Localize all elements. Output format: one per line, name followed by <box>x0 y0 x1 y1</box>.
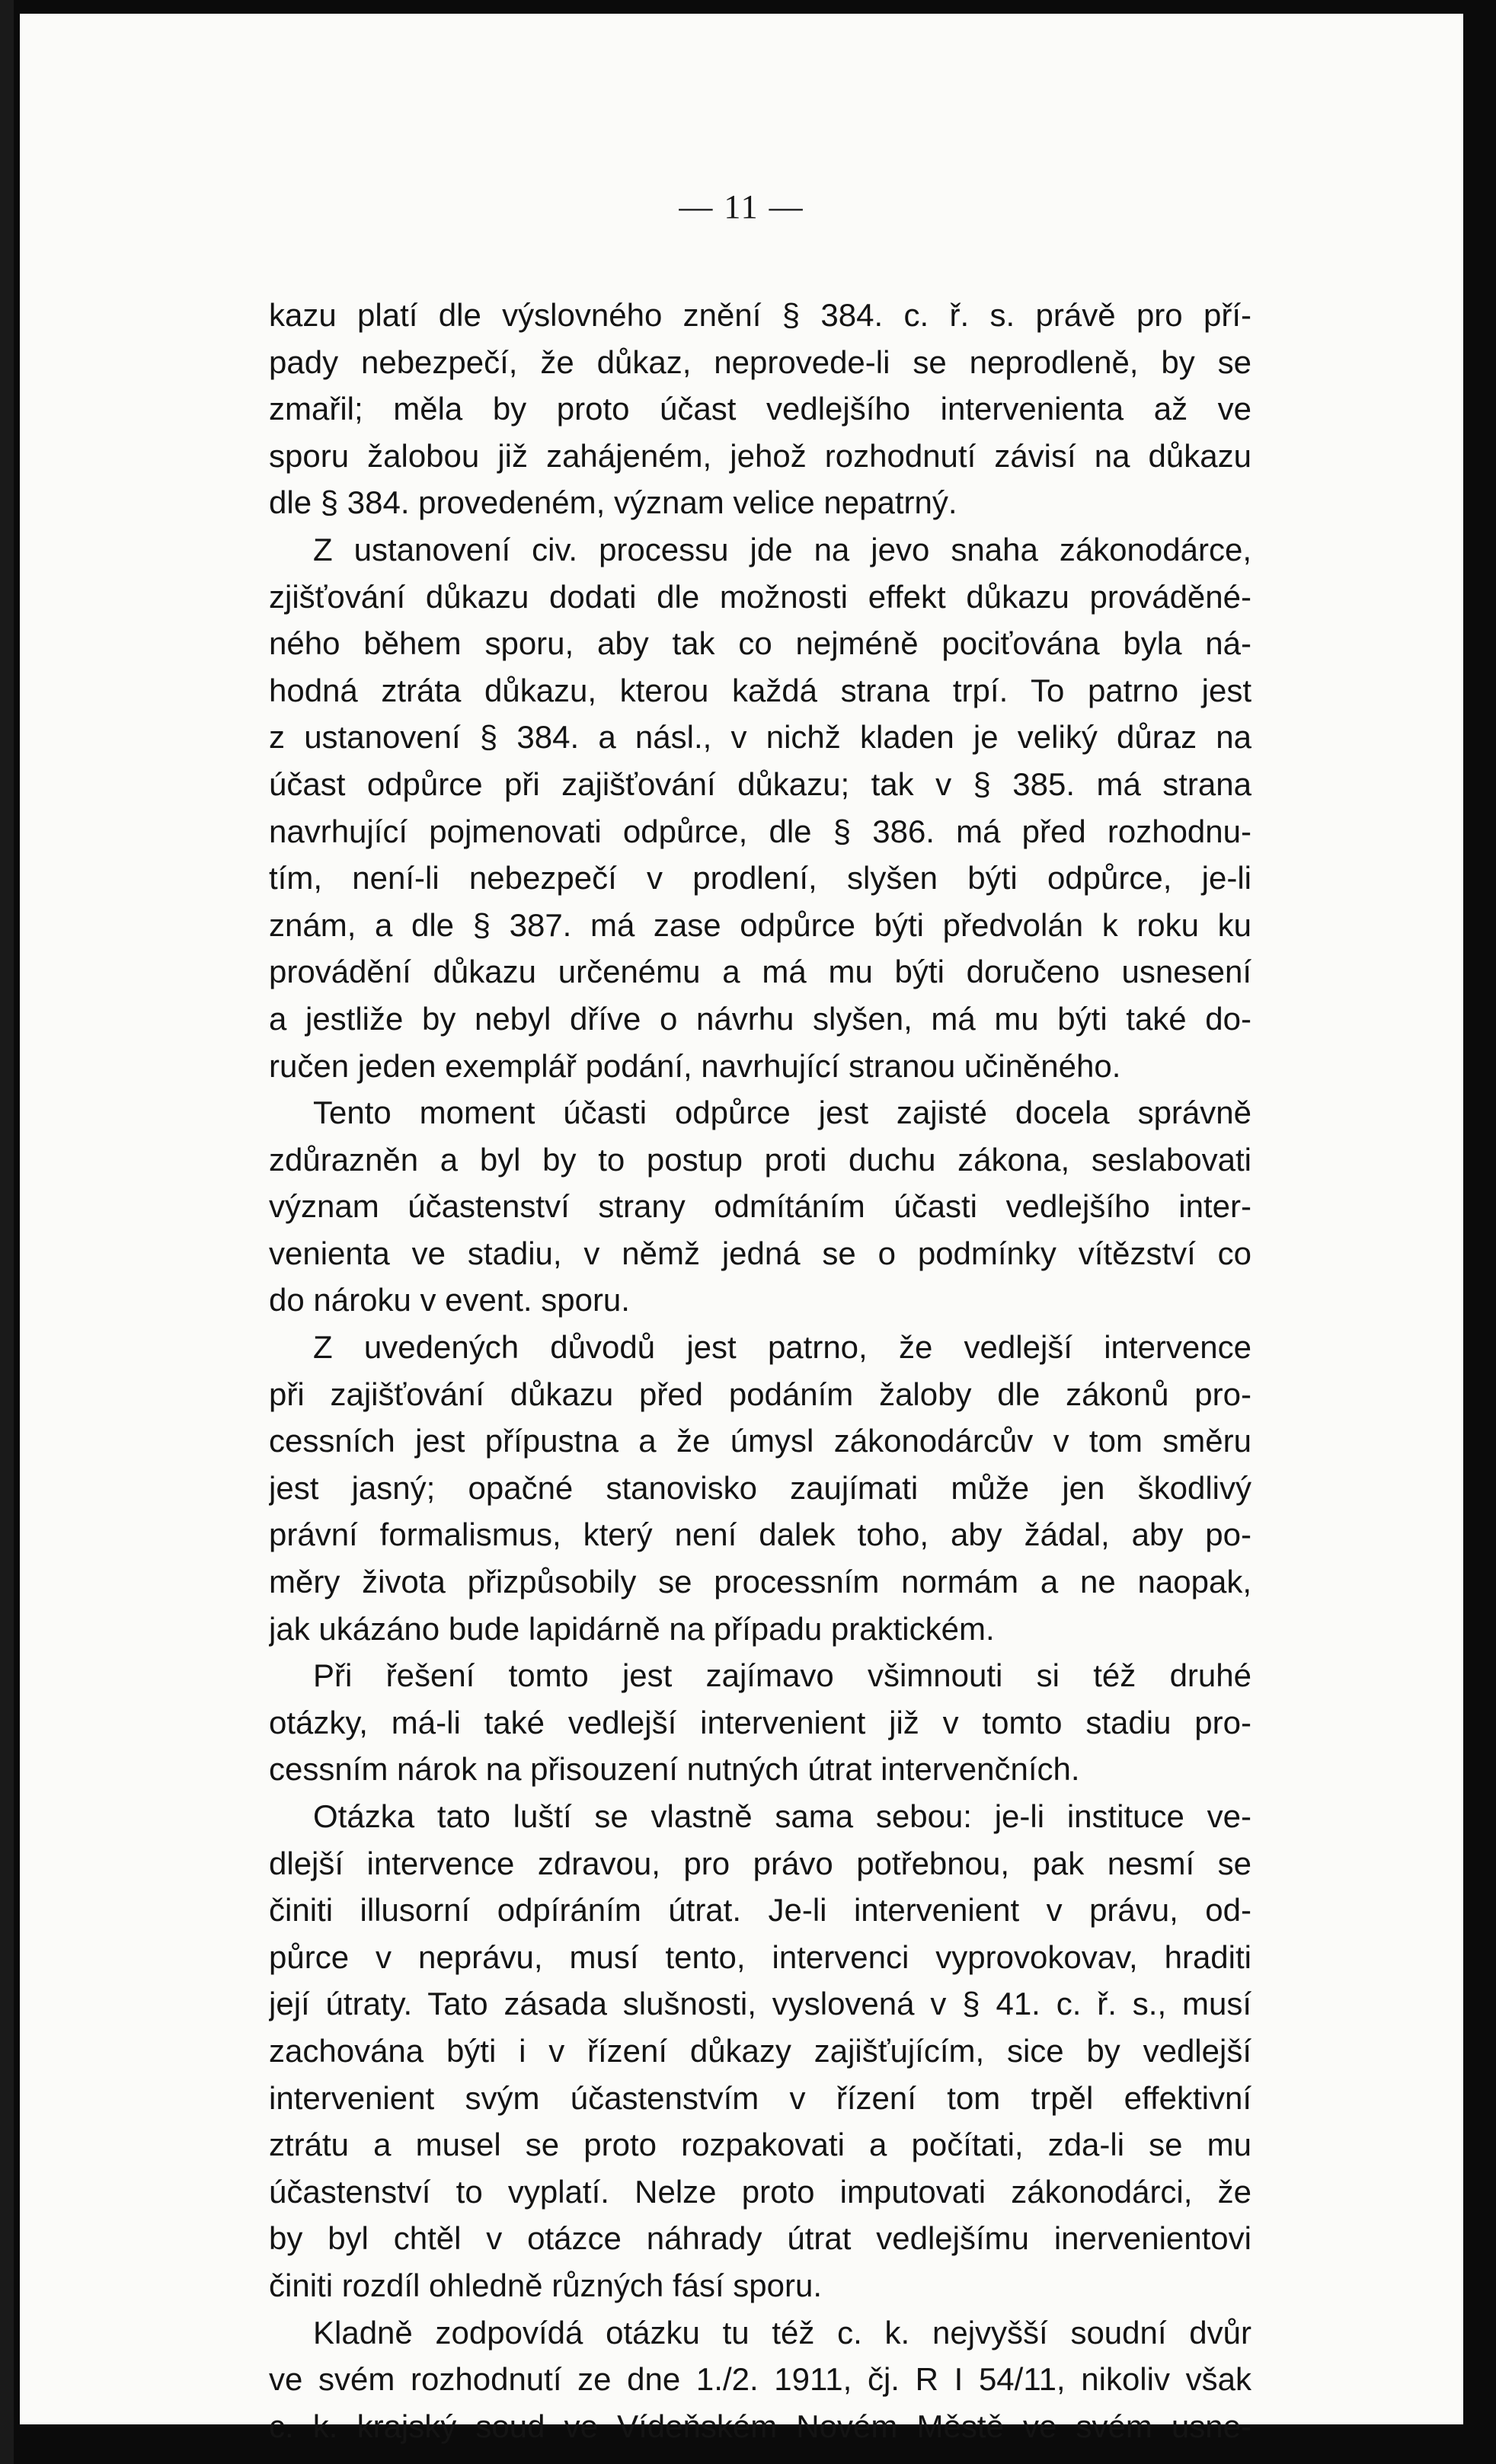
text-line: zjišťování důkazu dodati dle možnosti effekt důkazu prováděné- <box>269 578 1251 615</box>
text-line: zdůrazněn a byl by to postup proti duchu zákona, seslabovati <box>269 1141 1251 1178</box>
text-line: z ustanovení § 384. a násl., v nichž kladen je veliký důraz na <box>269 719 1251 756</box>
text-line: ného během sporu, aby tak co nejméně pociťována byla ná- <box>269 625 1251 662</box>
text-line: a jestliže by nebyl dříve o návrhu slyšen, má mu býti také do- <box>269 1000 1251 1037</box>
text-line: zachována býti i v řízení důkazy zajišťujícím, sice by vedlejší <box>269 2032 1251 2069</box>
text-line: Z ustanovení civ. processu jde na jevo snaha zákonodárce, <box>313 531 1251 567</box>
text-line: při zajišťování důkazu před podáním žaloby dle zákonů pro- <box>269 1376 1251 1412</box>
text-line: zmařil; měla by proto účast vedlejšího intervenienta až ve <box>269 391 1251 427</box>
text-line: jak ukázáno bude lapidárně na případu praktickém. <box>269 1610 995 1647</box>
text-line: hodná ztráta důkazu, kterou každá strana trpí. To patrno jest <box>269 672 1251 708</box>
text-line: činiti rozdíl ohledně různých fásí sporu. <box>269 2267 823 2303</box>
text-line: provádění důkazu určenému a má mu býti doručeno usnesení <box>269 954 1251 990</box>
text-line: dlejší intervence zdravou, pro právo potřebnou, pak nesmí se <box>269 1845 1251 1881</box>
text-line: Kladně zodpovídá otázku tu též c. k. nejvyšší soudní dvůr <box>313 2314 1251 2351</box>
text-line: do nároku v event. sporu. <box>269 1282 630 1318</box>
text-line: cessních jest přípustna a že úmysl zákonodárcův v tom směru <box>269 1423 1251 1459</box>
text-line: znám, a dle § 387. má zase odpůrce býti předvolán k roku ku <box>269 906 1251 943</box>
text-line: měry života přizpůsobily se processním normám a ne naopak, <box>269 1564 1251 1600</box>
text-line: sporu žalobou již zahájeném, jehož rozhodnutí závisí na důkazu <box>269 437 1251 474</box>
text-line: účast odpůrce při zajišťování důkazu; tak v § 385. má strana <box>269 765 1251 802</box>
text-line: cessním nárok na přisouzení nutných útrat intervenčních. <box>269 1751 1080 1788</box>
text-line: právní formalismus, který není dalek toho, aby žádal, aby po- <box>269 1516 1251 1553</box>
text-line: jest jasný; opačné stanovisko zaujímati může jen škodlivý <box>269 1469 1251 1506</box>
text-line: Otázka tato luští se vlastně sama sebou: je-li instituce ve- <box>313 1798 1251 1834</box>
text-line: by byl chtěl v otázce náhrady útrat vedlejšímu inervenientovi <box>269 2220 1251 2257</box>
text-line: tím, není-li nebezpečí v prodlení, slyšen býti odpůrce, je-li <box>269 860 1251 896</box>
text-line: ve svém rozhodnutí ze dne 1./2. 1911, čj. R I 54/11, nikoliv však <box>269 2361 1251 2398</box>
body-text <box>269 292 1251 2450</box>
text-line: význam účastenství strany odmítáním účasti vedlejšího inter- <box>269 1188 1251 1225</box>
text-line: půrce v neprávu, musí tento, intervenci vyprovokovav, hraditi <box>269 1938 1251 1975</box>
text-line: navrhující pojmenovati odpůrce, dle § 386. má před rozhodnu- <box>269 813 1251 849</box>
text-line: činiti illusorní odpíráním útrat. Je-li intervenient v právu, od- <box>269 1892 1251 1929</box>
page-number: — 11 — <box>679 188 804 225</box>
text-line: ztrátu a musel se proto rozpakovati a počítati, zda-li se mu <box>269 2127 1251 2163</box>
text-line: kazu platí dle výslovného znění § 384. c. ř. s. právě pro pří- <box>269 297 1251 333</box>
text-line: dle § 384. provedeném, význam velice nepatrný. <box>269 484 957 521</box>
text-line: ručen jeden exemplář podání, navrhující stranou učiněného. <box>269 1047 1121 1084</box>
text-line: Při řešení tomto jest zajímavo všimnouti si též druhé <box>313 1657 1251 1694</box>
text-line: venienta ve stadiu, v němž jedná se o podmínky vítězství co <box>269 1235 1251 1271</box>
document-page <box>20 14 1463 2444</box>
text-line: její útraty. Tato zásada slušnosti, vyslovená v § 41. c. ř. s., musí <box>269 1986 1251 2022</box>
text-line: Z uvedených důvodů jest patrno, že vedlejší intervence <box>313 1329 1251 1366</box>
text-line: účastenství to vyplatí. Nelze proto imputovati zákonodárci, že <box>269 2173 1251 2210</box>
text-line: pady nebezpečí, že důkaz, neprovede-li se neprodleně, by se <box>269 344 1251 380</box>
text-line: Tento moment účasti odpůrce jest zajisté docela správně <box>313 1095 1251 1131</box>
scan-border <box>0 0 14 2464</box>
text-line: intervenient svým účastenstvím v řízení tom trpěl effektivní <box>269 2079 1251 2116</box>
text-line: c. k. krajský soud ve Vídeňském Novém Městě ve svém usne- <box>269 2408 1251 2444</box>
text-line: otázky, má-li také vedlejší intervenient již v tomto stadiu pro- <box>269 1704 1251 1740</box>
